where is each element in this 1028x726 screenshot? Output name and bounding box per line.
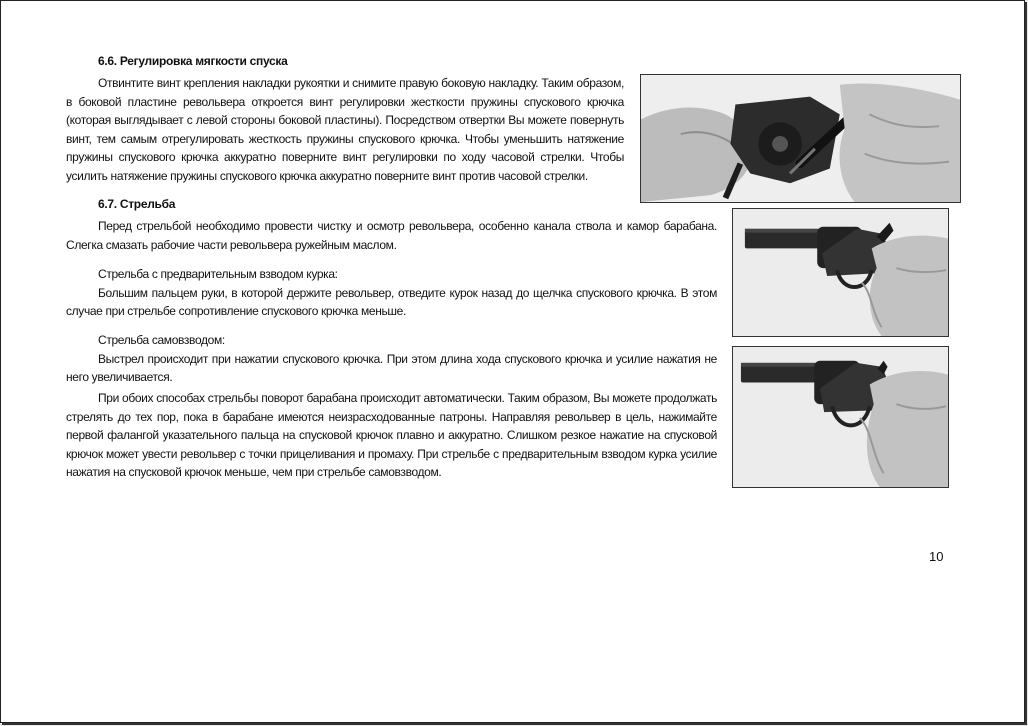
- double-action-title: Стрельба самовзводом:: [98, 333, 225, 347]
- section-67-general: [66, 389, 717, 482]
- section-67-intro-paragraph: Перед стрельбой необходимо провести чистку и осмотр револьвера, особенно канала ствола и камор барабана. Слегка смазать рабочие части револьвера ружейным маслом.: [66, 219, 717, 252]
- section-67-intro: [66, 217, 717, 254]
- photo-cocked-hammer: [732, 208, 949, 337]
- double-action-text: Выстрел происходит при нажатии спускового крючка. При этом длина хода спускового крючка и усилие нажатия не него увеличивается.: [66, 351, 717, 384]
- photo-trigger-adjustment: [640, 74, 961, 203]
- photo-double-action: [732, 346, 949, 488]
- section-66-paragraph: Отвинтите винт крепления накладки рукоятки и снимите правую боковую накладку. Таким образом, в боковой пластине револьвера откроется винт регулировки жесткости пружины спускового крючка (которая выглядывает с левой стороны боковой пластины). Посредством отвертки Вы можете повернуть винт, тем самым отрегулировать жесткость пружины спускового крючка. Чтобы уменьшить натяжение пружины спускового крючка аккуратно поверните винт регулировки по ходу часовой стрелки. Чтобы усилить натяжение пружины спускового крючка аккуратно поверните винт против часовой стрелки.: [66, 76, 624, 183]
- section-67-heading: 6.7. Стрельба: [98, 197, 176, 211]
- general-paragraph: При обоих способах стрельбы поворот барабана происходит автоматически. Таким образом, Вы можете продолжать стрелять до тех пор, пока в барабане имеются неизрасходованные патроны. Направляя револьвер в цель, нажимайте первой фалангой указательного пальца на спусковой крючок плавно и аккуратно. Слишком резкое нажатие на спусковой крючок может увести револьвер с точки прицеливания и промаху. При стрельбе с предварительным взводом курка усилие нажатия на спусковой крючок меньше, чем при стрельбе самовзводом.: [66, 391, 717, 479]
- cocked-title: Стрельба с предварительным взводом курка:: [98, 267, 338, 281]
- cocked-text: Большим пальцем руки, в которой держите револьвер, отведите курок назад до щелчка спускового крючка. В этом случае при стрельбе сопротивление спускового крючка меньше.: [66, 285, 717, 318]
- section-66-heading: 6.6. Регулировка мягкости спуска: [98, 54, 288, 68]
- section-67-cocked: [66, 265, 717, 321]
- page-number: 10: [929, 549, 944, 564]
- section-66-text: [66, 74, 624, 185]
- section-67-double-action: [66, 331, 717, 387]
